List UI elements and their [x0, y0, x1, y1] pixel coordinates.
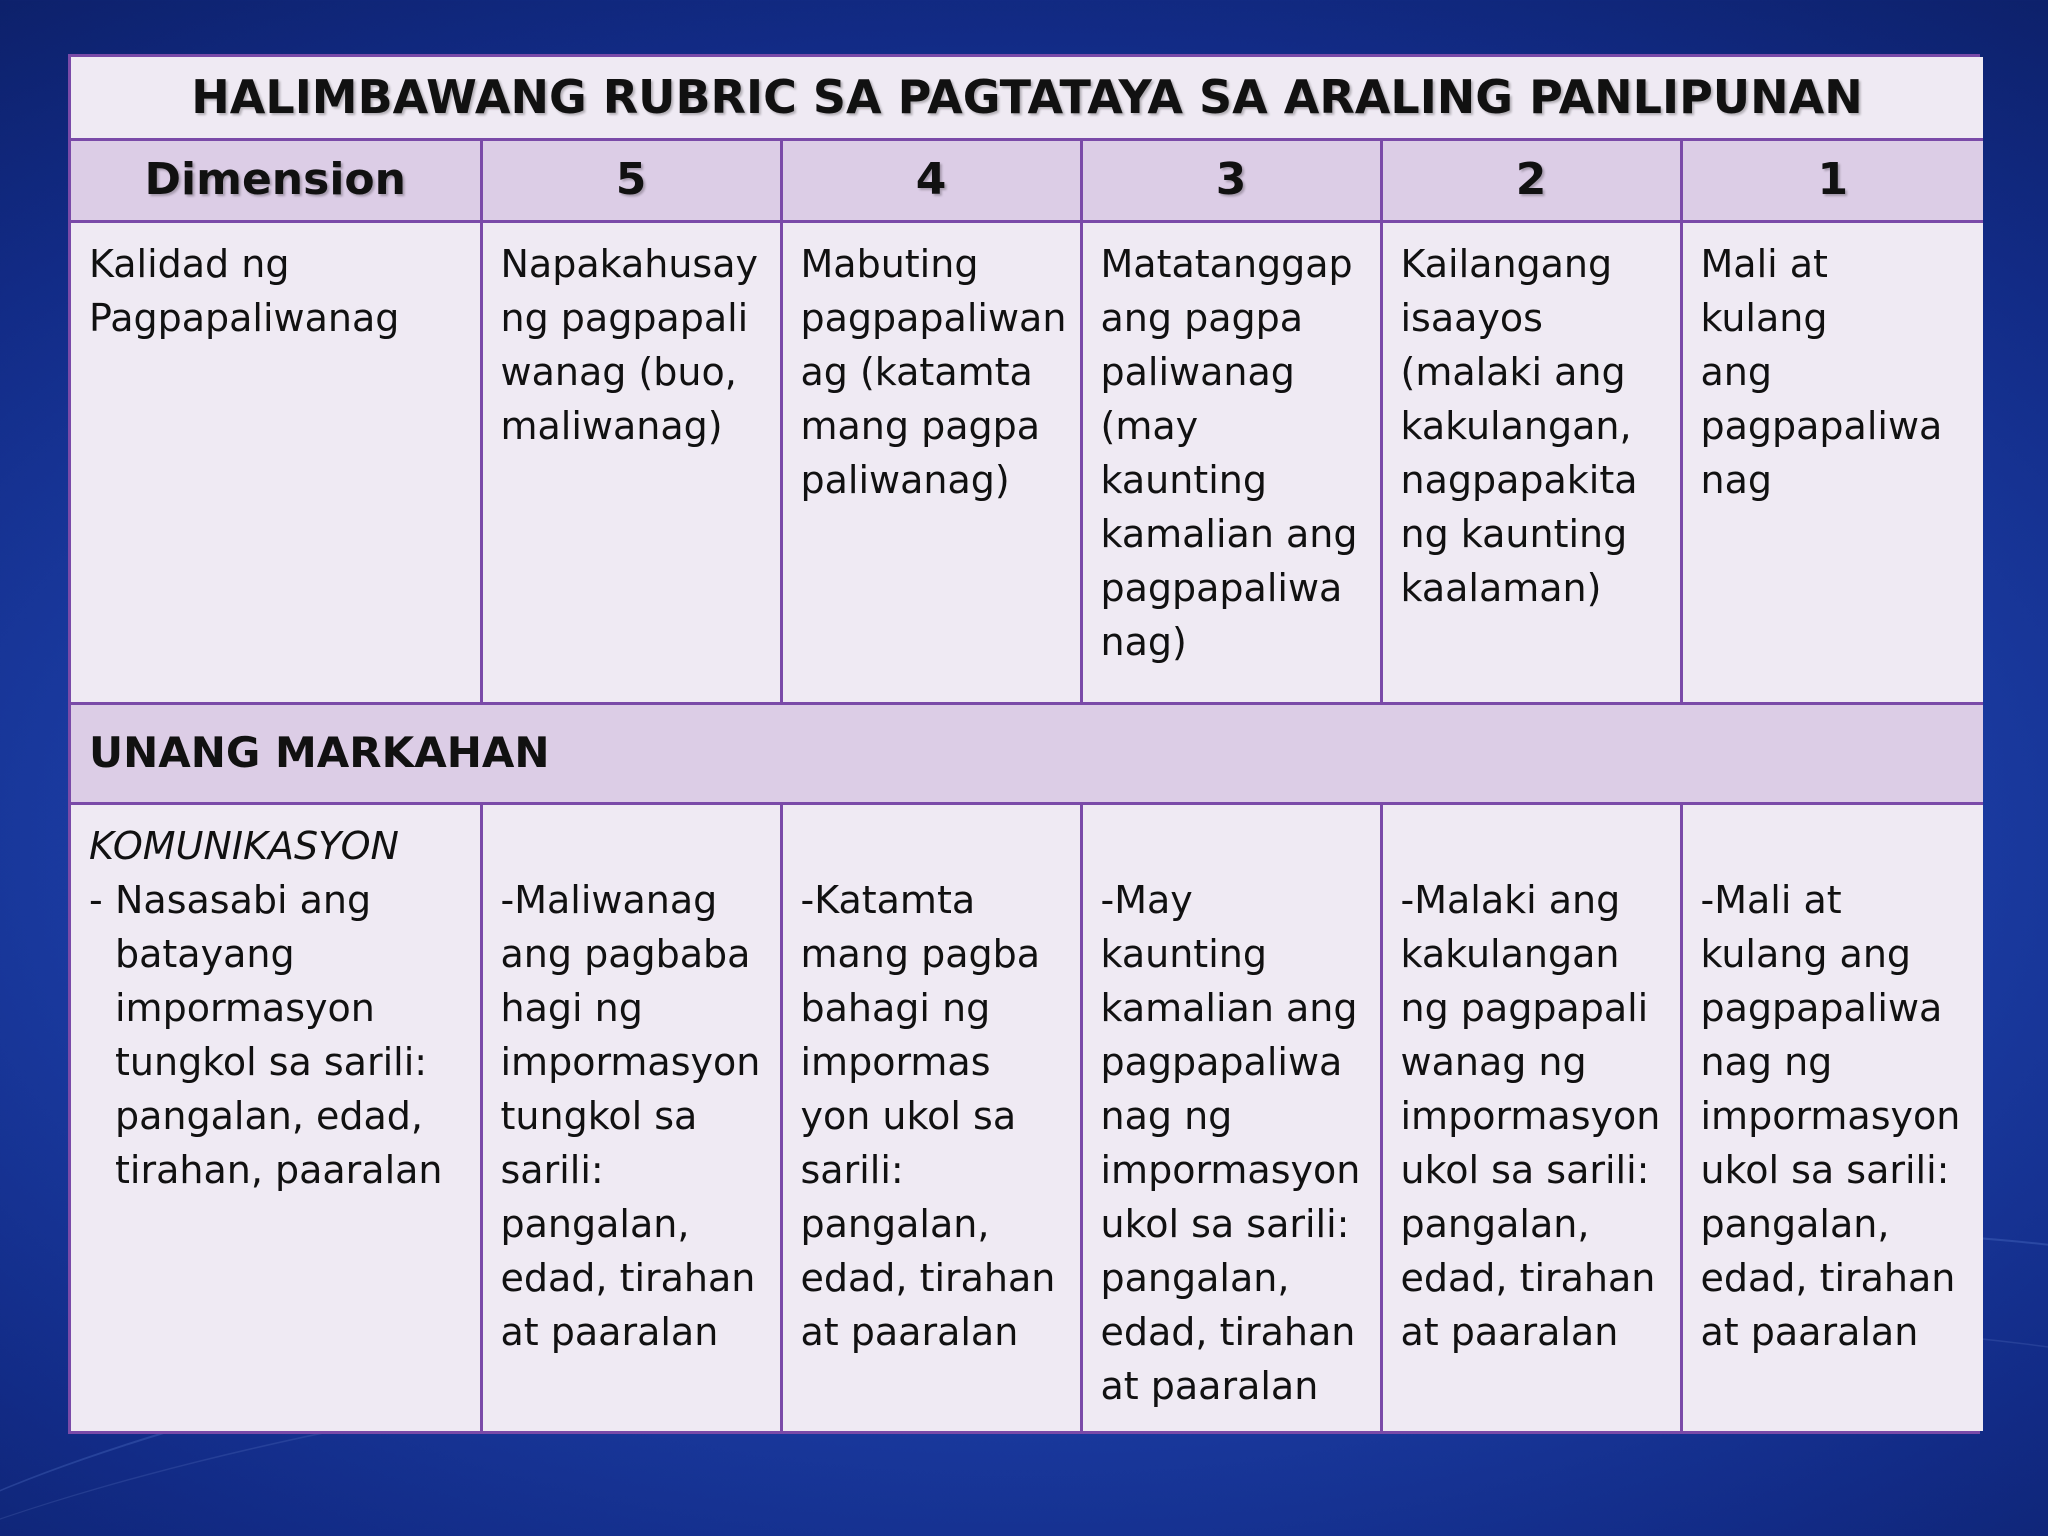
list-item — [89, 873, 462, 1197]
score-cell-4 — [781, 221, 1081, 703]
cell-line: kaalaman) — [1400, 565, 1602, 610]
cell-line: kakulangan, — [1400, 403, 1632, 448]
cell-line: tungkol sa sarili: — [115, 1039, 428, 1084]
cell-line: impormasyon — [500, 1039, 761, 1084]
cell-line: -Mali at — [1700, 877, 1842, 922]
cell-line: pagpapaliwa — [1700, 985, 1943, 1030]
cell-line: Mali at — [1700, 241, 1828, 286]
cell-line: ng pagpapali — [500, 295, 749, 340]
cell-line: edad, tirahan — [1700, 1255, 1956, 1300]
cell-line: ng pagpapali — [1400, 985, 1649, 1030]
score-cell-5 — [481, 803, 781, 1431]
cell-line: pangalan, edad, — [115, 1093, 423, 1138]
cell-line: Mabuting — [800, 241, 979, 286]
cell-line: Kalidad ng — [89, 241, 290, 286]
cell-line: -May — [1100, 877, 1193, 922]
cell-line: batayang — [115, 931, 295, 976]
cell-line: Kailangang — [1400, 241, 1613, 286]
dimension-cell — [71, 221, 481, 703]
cell-line: paliwanag) — [800, 457, 1010, 502]
cell-line: pangalan, — [1400, 1201, 1590, 1246]
cell-line: impormasyon — [1100, 1147, 1361, 1192]
score-cell-1 — [1681, 803, 1983, 1431]
cell-line: sarili: — [800, 1147, 904, 1192]
cell-line: Napakahusay — [500, 241, 758, 286]
category-label: KOMUNIKASYON — [89, 823, 399, 868]
cell-line: -Maliwanag — [500, 877, 718, 922]
cell-line: impormas — [800, 1039, 991, 1084]
cell-line: kaunting — [1100, 931, 1267, 976]
cell-line: paliwanag — [1100, 349, 1295, 394]
cell-line: at paaralan — [1400, 1309, 1619, 1354]
cell-line: kamalian ang — [1100, 985, 1358, 1030]
cell-line: ukol sa sarili: — [1700, 1147, 1950, 1192]
cell-line: edad, tirahan — [500, 1255, 756, 1300]
cell-line: Nasasabi ang — [115, 877, 372, 922]
cell-line: pagpapaliwa — [1100, 1039, 1343, 1084]
cell-line: Matatanggap — [1100, 241, 1353, 286]
cell-line: nag ng — [1700, 1039, 1833, 1084]
table-title: HALIMBAWANG RUBRIC SA PAGTATAYA SA ARALING PANLIPUNAN — [71, 57, 1983, 139]
cell-line: maliwanag) — [500, 403, 723, 448]
cell-line: kaunting — [1100, 457, 1267, 502]
column-header-5: 5 — [481, 139, 781, 221]
section-heading: UNANG MARKAHAN — [71, 703, 1983, 803]
section-row — [71, 703, 1983, 803]
cell-line: kakulangan — [1400, 931, 1620, 976]
cell-line: mang pagba — [800, 931, 1041, 976]
cell-line: (may — [1100, 403, 1199, 448]
cell-line: kulang — [1700, 295, 1828, 340]
cell-line: kamalian ang — [1100, 511, 1358, 556]
score-cell-1 — [1681, 221, 1983, 703]
cell-line: at paaralan — [1100, 1363, 1319, 1408]
column-header-1: 1 — [1681, 139, 1983, 221]
cell-line: hagi ng — [500, 985, 643, 1030]
dimension-cell — [71, 803, 481, 1431]
cell-line: wanag ng — [1400, 1039, 1587, 1084]
title-row — [71, 57, 1983, 139]
score-cell-2 — [1381, 221, 1681, 703]
cell-line: nag) — [1100, 619, 1187, 664]
cell-line: edad, tirahan — [1400, 1255, 1656, 1300]
cell-line: impormasyon — [115, 985, 375, 1030]
column-header-3: 3 — [1081, 139, 1381, 221]
column-header-4: 4 — [781, 139, 1081, 221]
cell-line: at paaralan — [1700, 1309, 1919, 1354]
cell-line: ang pagpa — [1100, 295, 1304, 340]
cell-line: pangalan, — [1100, 1255, 1290, 1300]
cell-line: ng kaunting — [1400, 511, 1628, 556]
list-item-text — [115, 873, 462, 1197]
cell-line: pagpapaliwa — [1700, 403, 1943, 448]
score-cell-2 — [1381, 803, 1681, 1431]
cell-line: bahagi ng — [800, 985, 991, 1030]
cell-line: edad, tirahan — [1100, 1309, 1356, 1354]
cell-line: pagpapaliwa — [1100, 565, 1343, 610]
cell-line: wanag (buo, — [500, 349, 737, 394]
cell-line: nag ng — [1100, 1093, 1233, 1138]
score-cell-3 — [1081, 803, 1381, 1431]
cell-line: at paaralan — [500, 1309, 719, 1354]
cell-line: mang pagpa — [800, 403, 1041, 448]
table-row — [71, 221, 1983, 703]
cell-line: sarili: — [500, 1147, 604, 1192]
cell-line: (malaki ang — [1400, 349, 1626, 394]
cell-line: kulang ang — [1700, 931, 1912, 976]
cell-line: pagpapaliwan — [800, 295, 1067, 340]
cell-line: pangalan, — [800, 1201, 990, 1246]
table-row — [71, 803, 1983, 1431]
cell-line: Pagpapaliwanag — [89, 295, 400, 340]
cell-line: tirahan, paaralan — [115, 1147, 443, 1192]
score-cell-4 — [781, 803, 1081, 1431]
cell-line: ukol sa sarili: — [1400, 1147, 1650, 1192]
cell-line: ag (katamta — [800, 349, 1033, 394]
score-cell-5 — [481, 221, 781, 703]
cell-line: -Katamta — [800, 877, 976, 922]
cell-line: yon ukol sa — [800, 1093, 1017, 1138]
rubric-table — [71, 57, 1983, 1431]
cell-line: impormasyon — [1400, 1093, 1661, 1138]
cell-line: nagpapakita — [1400, 457, 1638, 502]
header-row — [71, 139, 1983, 221]
column-header-dimension: Dimension — [71, 139, 481, 221]
score-cell-3 — [1081, 221, 1381, 703]
cell-line: impormasyon — [1700, 1093, 1961, 1138]
cell-line: isaayos — [1400, 295, 1543, 340]
cell-line: -Malaki ang — [1400, 877, 1621, 922]
cell-line: ukol sa sarili: — [1100, 1201, 1350, 1246]
cell-line: pangalan, — [500, 1201, 690, 1246]
bullet-dash: - — [89, 877, 103, 922]
cell-line: ang — [1700, 349, 1772, 394]
rubric-frame — [68, 54, 1980, 1434]
cell-line: at paaralan — [800, 1309, 1019, 1354]
cell-line: pangalan, — [1700, 1201, 1890, 1246]
column-header-2: 2 — [1381, 139, 1681, 221]
cell-line: nag — [1700, 457, 1772, 502]
cell-line: ang pagbaba — [500, 931, 751, 976]
cell-line: edad, tirahan — [800, 1255, 1056, 1300]
cell-line: tungkol sa — [500, 1093, 698, 1138]
